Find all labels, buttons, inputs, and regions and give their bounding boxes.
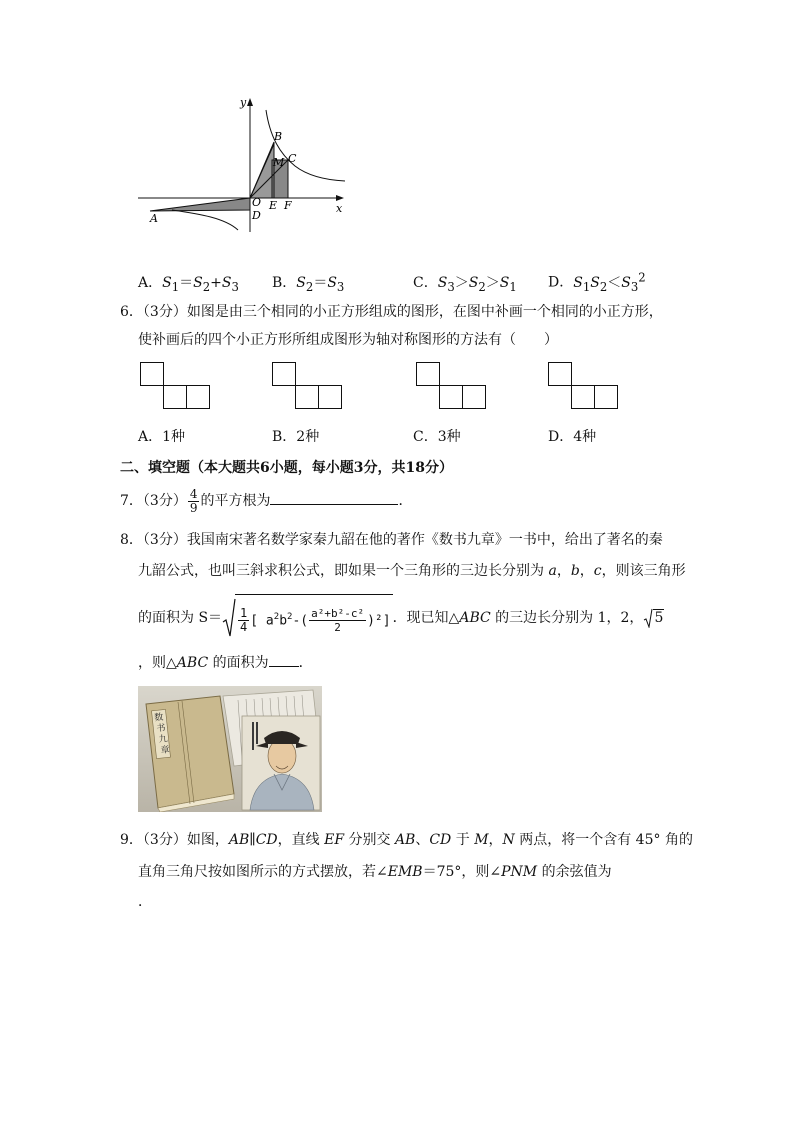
label-b: B bbox=[274, 130, 283, 143]
q5-option-d-letter: D． bbox=[548, 274, 574, 291]
book-title-char-2: 书 bbox=[155, 723, 166, 735]
q8-after-formula: ．现已知△ABC 的三边长分别为 1，2， bbox=[392, 609, 644, 626]
q8-line-1: 8．（3分）我国南宋著名数学家秦九韶在他的著作《数书九章》一书中，给出了著名的秦 bbox=[120, 532, 663, 548]
q5-option-a-letter: A． bbox=[138, 275, 163, 291]
label-o: O bbox=[252, 196, 262, 209]
q6-line-1: 6．（3分）如图是由三个相同的小正方形组成的图形，在图中补画一个相同的小正方形， bbox=[120, 304, 663, 320]
label-f: F bbox=[284, 199, 292, 212]
q5-option-a-text: $S_1=S_2+S_3$ bbox=[162, 275, 239, 294]
q7-text: 的平方根为 bbox=[200, 493, 271, 509]
q6-option-c: C．3种 bbox=[413, 429, 461, 445]
q8-sqrt-content: $\frac{1}{4}$ [ $a^2b^2-$( $\frac{\text{a²+b²-c²}}{2}$ )²] bbox=[235, 594, 393, 642]
q5-option-d-text: $S_1S_2<S_3^2$ bbox=[573, 270, 646, 294]
q8-frac-one: 1 bbox=[240, 606, 248, 621]
q8-formula-b: b bbox=[279, 613, 288, 629]
book-title-char-1: 数 bbox=[153, 712, 164, 724]
q8-formula-end: )²] bbox=[367, 613, 391, 629]
q8-line-3-formula bbox=[138, 594, 664, 636]
q8-frac-four: 4 bbox=[240, 620, 248, 635]
triangle-aod bbox=[150, 198, 250, 211]
q8-inner-num: a²+b²-c² bbox=[311, 607, 365, 621]
q6-line-2: 使补画后的四个小正方形所组成图形为轴对称图形的方法有（ ） bbox=[138, 332, 558, 348]
q8-sqrt5 bbox=[643, 598, 664, 638]
hyperbola-branch-left bbox=[172, 210, 238, 230]
q6-option-d: D．4种 bbox=[548, 429, 597, 445]
q7-frac-num: 4 bbox=[189, 486, 198, 501]
label-a: A bbox=[150, 212, 158, 225]
section-2-title: 二、填空题（本大题共6小题，每小题3分，共18分） bbox=[120, 460, 453, 476]
q7-suffix: ． bbox=[398, 493, 413, 509]
q9-line-3: ． bbox=[138, 894, 152, 910]
label-d: D bbox=[252, 209, 261, 222]
q8-line-4-text: ，则△ABC 的面积为 bbox=[138, 655, 269, 671]
label-c: C bbox=[288, 152, 297, 165]
q5-option-c-letter: C． bbox=[413, 275, 438, 291]
q8-sqrt5-value: 5 bbox=[654, 609, 664, 626]
q8-book-portrait-photo bbox=[138, 686, 322, 812]
q7-prefix: 7．（3分） bbox=[120, 493, 187, 509]
q5-option-b bbox=[272, 272, 344, 294]
q5-option-a bbox=[138, 272, 239, 294]
q8-answer-blank[interactable] bbox=[269, 652, 299, 667]
q5-function-graph bbox=[130, 92, 360, 232]
q5-option-c bbox=[413, 272, 517, 294]
label-x: x bbox=[336, 202, 343, 215]
q7-line bbox=[120, 486, 412, 516]
q6-option-b: B．2种 bbox=[272, 429, 320, 445]
q7-answer-blank[interactable] bbox=[270, 490, 398, 505]
q8-line-4-suffix: ． bbox=[298, 655, 313, 671]
q8-line-2: 九韶公式，也叫三斜求积公式，即如果一个三角形的三边长分别为 a，b，c，则该三角形 bbox=[138, 563, 686, 579]
q5-option-b-letter: B． bbox=[272, 275, 297, 291]
q6-option-a: A．1种 bbox=[138, 429, 186, 445]
label-m: M bbox=[273, 156, 285, 169]
q7-fraction bbox=[188, 488, 200, 515]
q8-formula-minus: -( bbox=[292, 613, 309, 629]
q8-inner-den: 2 bbox=[334, 621, 341, 635]
q8-area-prefix: 的面积为 S＝ bbox=[138, 609, 223, 626]
book-title-char-4: 章 bbox=[160, 745, 171, 757]
q5-option-b-text: $S_2=S_3$ bbox=[296, 275, 345, 294]
label-e: E bbox=[269, 199, 278, 212]
q5-option-c-text: $S_3>S_2>S_1$ bbox=[437, 275, 517, 294]
label-y: y bbox=[240, 96, 247, 109]
q8-line-4 bbox=[138, 652, 313, 673]
book-title-char-3: 九 bbox=[158, 734, 169, 746]
q7-frac-den: 9 bbox=[189, 500, 198, 515]
q5-option-d bbox=[548, 270, 646, 293]
q8-formula-a: [ a bbox=[250, 613, 274, 629]
q8-sqrt-sign bbox=[222, 598, 236, 638]
q9-line-1: 9．（3分）如图，AB∥CD，直线 EF 分别交 AB、CD 于 M，N 两点，将一个含有 45° 角的 bbox=[120, 832, 693, 848]
q9-line-2: 直角三角尺按如图所示的方式摆放，若∠EMB＝75°，则∠PNM 的余弦值为 bbox=[138, 864, 612, 880]
